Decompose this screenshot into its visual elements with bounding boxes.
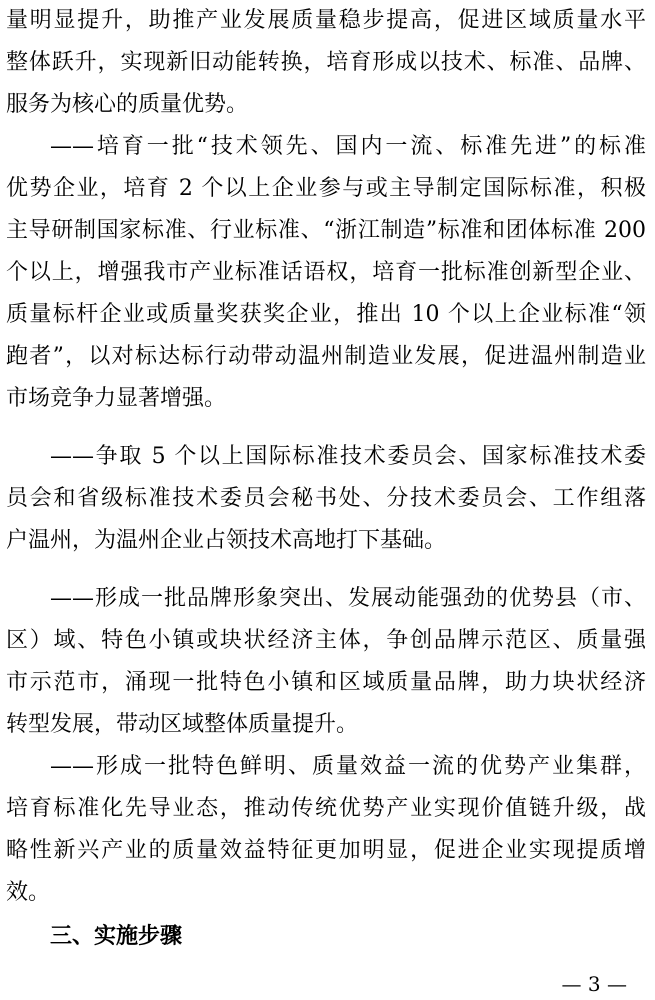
paragraph-line: ——培育一批“技术领先、国内一流、标准先进”的标准: [50, 134, 646, 159]
paragraph-line: 跑者”，以对标达标行动带动温州制造业发展，促进温州制造业: [6, 344, 646, 369]
paragraph-line: 主导研制国家标准、行业标准、“浙江制造”标准和团体标准 200: [6, 218, 646, 243]
section-heading: 三、实施步骤: [50, 924, 183, 949]
paragraph-line: 员会和省级标准技术委员会秘书处、分技术委员会、工作组落: [6, 486, 646, 511]
paragraph-line: 户温州，为温州企业占领技术高地打下基础。: [6, 528, 447, 553]
paragraph-line: 优势企业，培育 2 个以上企业参与或主导制定国际标准，积极: [6, 176, 646, 201]
paragraph-line: 市示范市，涌现一批特色小镇和区域质量品牌，助力块状经济: [6, 670, 646, 695]
paragraph-line: ——形成一批品牌形象突出、发展动能强劲的优势县（市、: [50, 586, 646, 611]
page-number: — 3 —: [561, 972, 627, 996]
paragraph-line: 市场竞争力显著增强。: [6, 386, 227, 411]
paragraph-line: 整体跃升，实现新旧动能转换，培育形成以技术、标准、品牌、: [6, 50, 646, 75]
paragraph-line: 培育标准化先导业态，推动传统优势产业实现价值链升级，战: [6, 796, 646, 821]
paragraph-line: 个以上，增强我市产业标准话语权，培育一批标准创新型企业、: [6, 260, 646, 285]
paragraph-line: 转型发展，带动区域整体质量提升。: [6, 712, 359, 737]
paragraph-line: 量明显提升，助推产业发展质量稳步提高，促进区域质量水平: [6, 8, 646, 33]
paragraph-line: 略性新兴产业的质量效益特征更加明显，促进企业实现提质增: [6, 838, 646, 863]
paragraph-line: 服务为核心的质量优势。: [6, 92, 249, 117]
paragraph-line: 区）域、特色小镇或块状经济主体，争创品牌示范区、质量强: [6, 628, 646, 653]
paragraph-line: ——争取 5 个以上国际标准技术委员会、国家标准技术委: [50, 444, 646, 469]
paragraph-line: 质量标杆企业或质量奖获奖企业，推出 10 个以上企业标准“领: [6, 302, 646, 327]
paragraph-line: ——形成一批特色鲜明、质量效益一流的优势产业集群，: [50, 754, 646, 779]
paragraph-line: 效。: [6, 880, 51, 905]
